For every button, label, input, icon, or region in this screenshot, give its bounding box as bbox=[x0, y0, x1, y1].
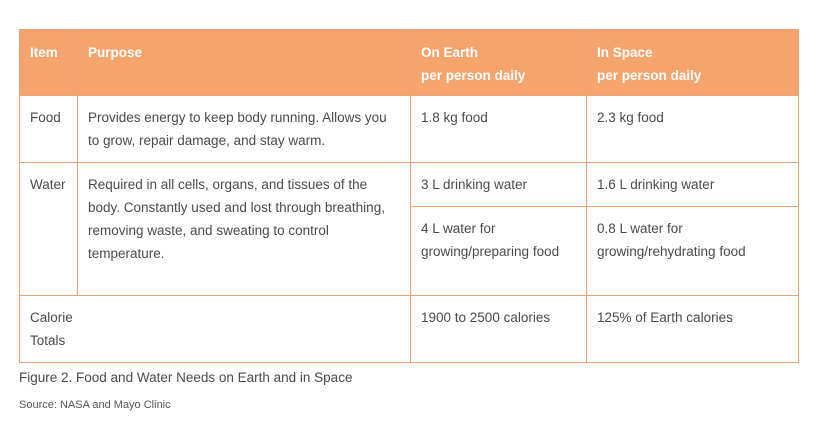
cell-earth-food: 1.8 kg food bbox=[411, 96, 587, 163]
cell-item-calories-line1: Calorie bbox=[30, 310, 73, 325]
header-in-space bbox=[587, 30, 799, 96]
table-row-water-drinking bbox=[20, 163, 799, 207]
cell-space-water-drinking: 1.6 L drinking water bbox=[587, 163, 799, 207]
cell-earth-calories: 1900 to 2500 calories bbox=[411, 296, 587, 363]
cell-item-food: Food bbox=[20, 96, 78, 163]
header-on-earth bbox=[411, 30, 587, 96]
needs-table bbox=[19, 29, 799, 363]
cell-earth-water-drinking: 3 L drinking water bbox=[411, 163, 587, 207]
header-row bbox=[20, 30, 799, 96]
header-purpose: Purpose bbox=[78, 30, 411, 96]
cell-space-food: 2.3 kg food bbox=[587, 96, 799, 163]
cell-space-water-food: 0.8 L water for growing/rehydrating food bbox=[587, 207, 799, 296]
cell-item-calories bbox=[20, 296, 411, 363]
cell-earth-water-food: 4 L water for growing/preparing food bbox=[411, 207, 587, 296]
header-on-earth-subtitle: per person daily bbox=[421, 68, 526, 83]
figure-caption: Figure 2. Food and Water Needs on Earth and in Space bbox=[19, 370, 353, 385]
table-row-calories bbox=[20, 296, 799, 363]
cell-item-water: Water bbox=[20, 163, 78, 296]
cell-purpose-water: Required in all cells, organs, and tissues of the body. Constantly used and lost through breathing, removing waste, and sweating to control temperature. bbox=[78, 163, 411, 296]
header-on-earth-title: On Earth bbox=[421, 45, 479, 60]
cell-item-calories-line2: Totals bbox=[30, 333, 66, 348]
header-in-space-subtitle: per person daily bbox=[597, 68, 702, 83]
header-item: Item bbox=[20, 30, 78, 96]
table-row-food bbox=[20, 96, 799, 163]
header-in-space-title: In Space bbox=[597, 45, 653, 60]
cell-space-calories: 125% of Earth calories bbox=[587, 296, 799, 363]
source-note: Source: NASA and Mayo Clinic bbox=[19, 399, 171, 411]
cell-purpose-food: Provides energy to keep body running. Allows you to grow, repair damage, and stay warm. bbox=[78, 96, 411, 163]
